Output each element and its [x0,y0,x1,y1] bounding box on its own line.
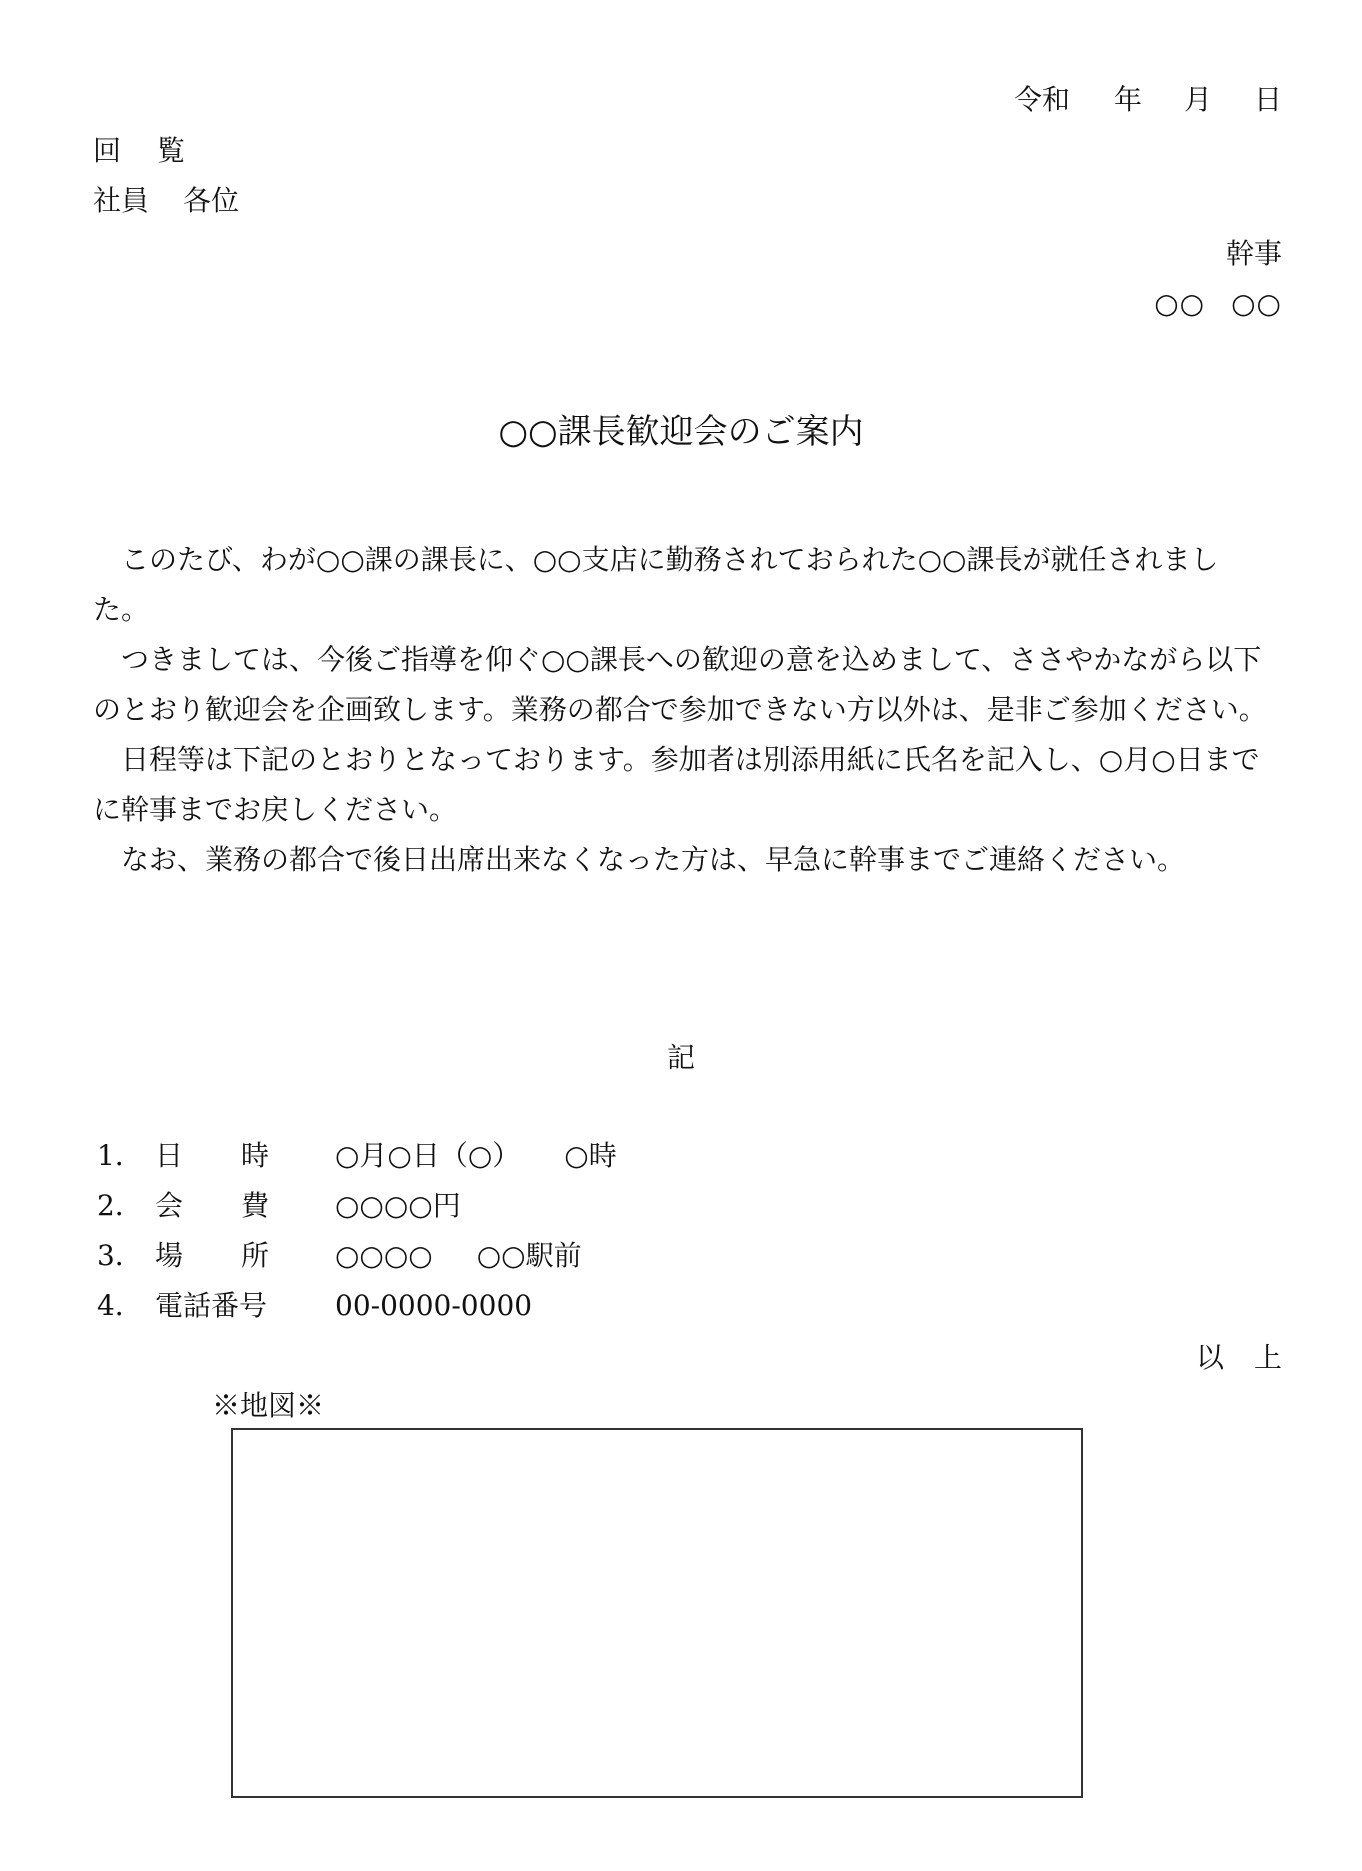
sender-name-last: ○○ [1154,287,1206,320]
body-paragraph: このたび、わが○○課の課長に、○○支店に勤務されておられた○○課長が就任されました。 [93,543,1219,626]
map-placeholder-box [231,1428,1083,1798]
item-value-b: ○○駅前 [476,1239,582,1272]
item-value [335,1289,532,1322]
item-value [335,1139,617,1172]
date-line [1014,82,1282,118]
circulation-mark [93,133,187,169]
ki-heading: 記 [666,1041,695,1074]
sender-name [1154,286,1282,322]
sender-name-first: ○○ [1231,287,1282,320]
item-label [155,1238,335,1274]
date-day: 日 [1253,83,1282,116]
date-year: 年 [1113,83,1142,116]
item-value-a: ○○○○円 [335,1189,461,1222]
body-paragraph: 日程等は下記のとおりとなっております。参加者は別添用紙に氏名を記入し、○月○日までに幹事までお戻しください。 [93,743,1260,826]
item-label [155,1188,335,1224]
circulation-char-1: 回 [93,134,124,167]
item-value [335,1239,582,1272]
closing-mark [1196,1340,1282,1376]
recipient-part-1: 社員 [93,184,150,217]
document-title: ○○課長歓迎会のご案内 [498,412,864,452]
item-label-b: 所 [241,1239,270,1272]
item-label-a: 日 [155,1139,184,1172]
item-number: 3． [97,1239,143,1272]
date-month: 月 [1183,83,1212,116]
date-era: 令和 [1013,83,1070,116]
recipient-part-2: 各位 [183,184,240,217]
item-label [155,1288,335,1324]
item-value-a: ○○○○ [335,1239,433,1272]
item-label [155,1138,335,1174]
sender-role: 幹事 [1225,237,1282,270]
closing-char-1: 以 [1195,1341,1224,1374]
detail-item-phone [97,1288,532,1324]
item-value [335,1189,461,1222]
item-label-a: 電話番号 [155,1289,268,1322]
item-number: 2． [97,1189,143,1222]
item-label-b: 時 [241,1139,270,1172]
closing-char-2: 上 [1253,1341,1282,1374]
body-paragraph: なお、業務の都合で後日出席出来なくなった方は、早急に幹事までご連絡ください。 [121,843,1186,876]
recipient [93,183,239,219]
item-label-a: 会 [155,1189,184,1222]
item-label-a: 場 [155,1239,184,1272]
item-number: 1． [97,1139,143,1172]
item-value-b: ○時 [564,1139,617,1172]
detail-item-fee [97,1188,461,1224]
item-number: 4． [97,1289,143,1322]
item-value-a: ○月○日（○） [335,1139,521,1172]
detail-item-datetime [97,1138,617,1174]
circulation-char-2: 覧 [157,134,188,167]
detail-item-place [97,1238,582,1274]
item-value-a: 00-0000-0000 [335,1289,533,1322]
item-label-b: 費 [241,1189,270,1222]
map-label: ※地図※ [212,1389,325,1422]
body-text [93,535,1271,885]
body-paragraph: つきましては、今後ご指導を仰ぐ○○課長への歓迎の意を込めまして、ささやかながら以下のとおり歓迎会を企画致します。業務の都合で参加できない方以外は、是非ご参加ください。 [93,643,1267,726]
